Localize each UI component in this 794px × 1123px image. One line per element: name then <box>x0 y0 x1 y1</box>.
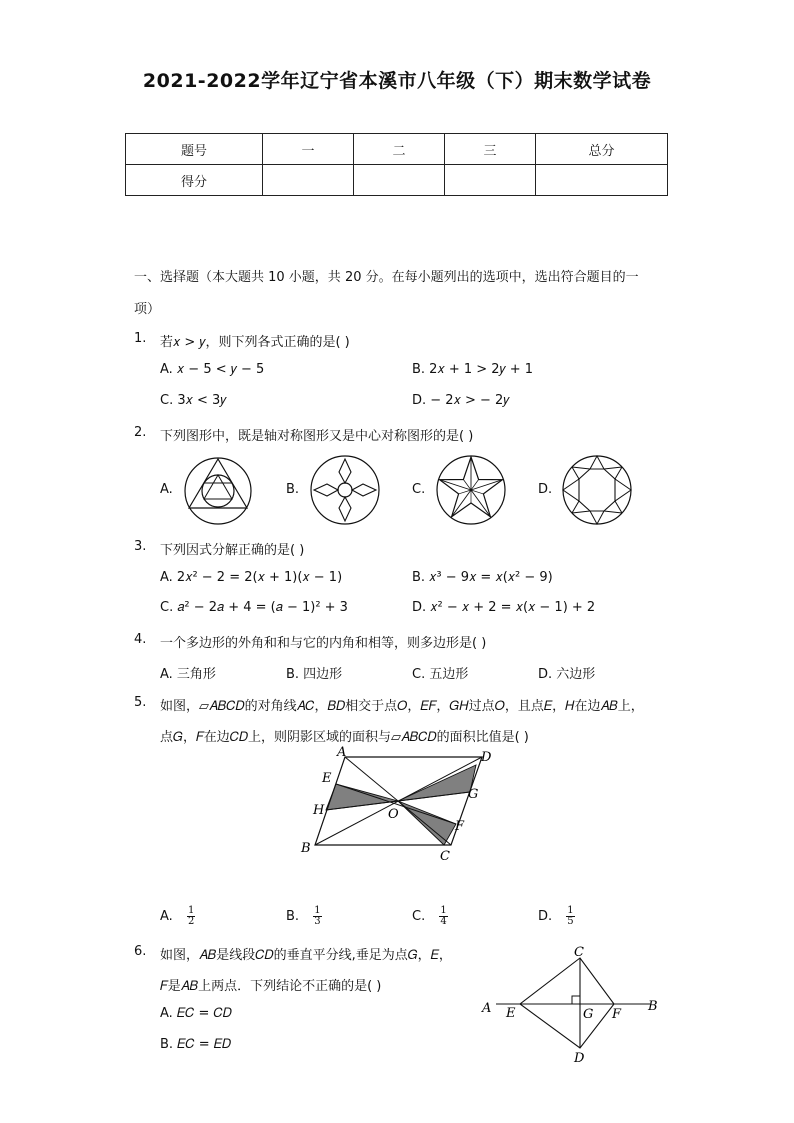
label-d: D <box>481 750 492 765</box>
option-d-figure <box>560 453 634 527</box>
score-header-cell: 一 <box>263 134 354 165</box>
option-c-figure <box>434 453 508 527</box>
question-stem-cont: 点𝐺，𝐹在边𝐶𝐷上，则阴影区域的面积与▱𝐴𝐵𝐶𝐷的面积比值是( ) <box>160 730 529 745</box>
option-a-label: A. <box>160 482 173 497</box>
label-a: A <box>337 745 347 760</box>
question-stem: 一个多边形的外角和和与它的内角和相等，则多边形是( ) <box>160 636 487 651</box>
label-e: E <box>322 771 332 786</box>
option-c: C. $\frac{1}{4}$ <box>412 905 447 927</box>
option-a: A. $\frac{1}{2}$ <box>160 905 195 927</box>
option-a: A. 𝐸𝐶 = 𝐶𝐷 <box>160 1006 232 1021</box>
label-h: H <box>313 803 325 818</box>
option-b: B. 𝑥³ − 9𝑥 = 𝑥(𝑥² − 9) <box>412 570 553 585</box>
question-number: 3. <box>134 539 147 554</box>
question-number: 1. <box>134 331 147 346</box>
question-number: 4. <box>134 632 147 647</box>
label-e: E <box>506 1006 516 1021</box>
label-b: B <box>648 999 658 1014</box>
question-stem: 下列因式分解正确的是( ) <box>160 543 305 558</box>
option-a: A. 三角形 <box>160 667 216 682</box>
label-d: D <box>574 1051 585 1066</box>
label-g: G <box>468 787 479 802</box>
option-b: B. 四边形 <box>286 667 343 682</box>
option-a-figure <box>182 455 254 527</box>
q5-parallelogram-figure <box>298 744 498 866</box>
label-c: C <box>574 945 584 960</box>
label-f: F <box>612 1007 622 1022</box>
option-b-figure <box>308 453 382 527</box>
score-table-row <box>126 165 668 196</box>
score-header-cell: 三 <box>445 134 536 165</box>
option-b: B. 2𝑥 + 1 > 2𝑦 + 1 <box>412 362 534 377</box>
score-row-label: 得分 <box>126 165 263 196</box>
section-heading: 一、选择题（本大题共 10 小题，共 20 分。在每小题列出的选项中，选出符合题目的一 <box>134 270 639 285</box>
score-cell[interactable] <box>445 165 536 196</box>
option-c: C. 五边形 <box>412 667 469 682</box>
section-heading-cont: 项） <box>134 302 161 317</box>
question-stem: 若𝑥 > 𝑦，则下列各式正确的是( ) <box>160 335 350 350</box>
question-number: 2. <box>134 425 147 440</box>
question-stem-cont: 𝐹是𝐴𝐵上两点．下列结论不正确的是( ) <box>160 979 382 994</box>
option-d: D. 六边形 <box>538 667 596 682</box>
score-cell[interactable] <box>536 165 668 196</box>
option-a: A. 2𝑥² − 2 = 2(𝑥 + 1)(𝑥 − 1) <box>160 570 343 585</box>
option-c-label: C. <box>412 482 426 497</box>
score-header-cell: 二 <box>354 134 445 165</box>
label-c: C <box>440 849 450 864</box>
label-a: A <box>482 1001 492 1016</box>
option-b-label: B. <box>286 482 300 497</box>
option-b: B. $\frac{1}{3}$ <box>286 905 321 927</box>
question-number: 5. <box>134 695 147 710</box>
question-stem: 如图，▱𝐴𝐵𝐶𝐷的对角线𝐴𝐶，𝐵𝐷相交于点𝑂，𝐸𝐹，𝐺𝐻过点𝑂，且点𝐸，𝐻在边𝐴𝐵上， <box>160 699 644 714</box>
score-header-cell: 总分 <box>536 134 668 165</box>
score-header-cell: 题号 <box>126 134 263 165</box>
score-table <box>125 133 668 196</box>
option-b: B. 𝐸𝐶 = 𝐸𝐷 <box>160 1037 232 1052</box>
label-o: O <box>388 807 399 822</box>
option-d: D. − 2𝑥 > − 2𝑦 <box>412 393 510 408</box>
q6-perpendicular-bisector-figure <box>478 942 662 1066</box>
option-d: D. $\frac{1}{5}$ <box>538 905 574 927</box>
question-number: 6. <box>134 944 147 959</box>
option-a: A. 𝑥 − 5 < 𝑦 − 5 <box>160 362 265 377</box>
option-c: C. 𝑎² − 2𝑎 + 4 = (𝑎 − 1)² + 3 <box>160 600 348 615</box>
question-stem: 下列图形中，既是轴对称图形又是中心对称图形的是( ) <box>160 429 474 444</box>
question-stem: 如图，𝐴𝐵是线段𝐶𝐷的垂直平分线,垂足为点𝐺，𝐸， <box>160 948 452 963</box>
score-cell[interactable] <box>263 165 354 196</box>
option-d: D. 𝑥² − 𝑥 + 2 = 𝑥(𝑥 − 1) + 2 <box>412 600 596 615</box>
option-c: C. 3𝑥 < 3𝑦 <box>160 393 227 408</box>
label-f: F <box>455 819 465 834</box>
option-d-label: D. <box>538 482 553 497</box>
label-b: B <box>301 841 311 856</box>
label-g: G <box>583 1007 594 1022</box>
score-cell[interactable] <box>354 165 445 196</box>
score-table-header-row <box>126 134 668 165</box>
page-title: 2021-2022学年辽宁省本溪市八年级（下）期末数学试卷 <box>142 70 652 92</box>
